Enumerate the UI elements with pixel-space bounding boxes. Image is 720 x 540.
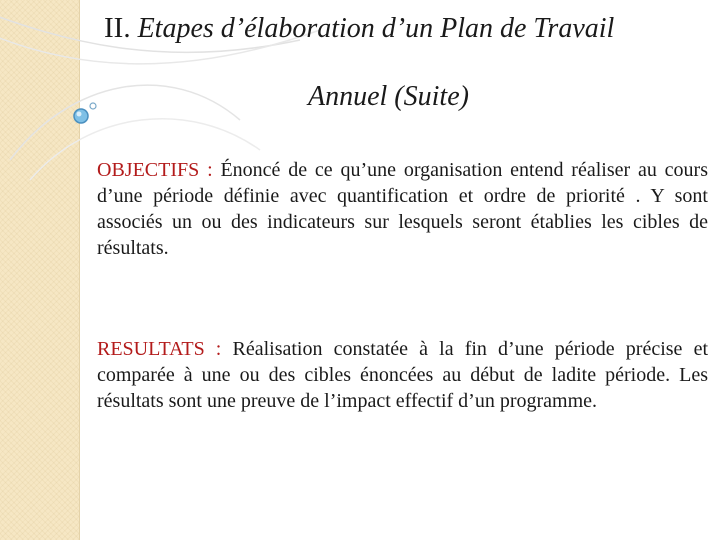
- decorative-side-band: [0, 0, 80, 540]
- definition-text: Énoncé de ce qu’une organisation entend réaliser au cours d’une période définie avec quantification et ordre de priorité . Y sont associés un ou des indicateurs sur lesquels seront établies les cibles de résultats.: [97, 159, 708, 259]
- definition-term: RESULTATS :: [97, 338, 222, 360]
- definition-text: Réalisation constatée à la fin d’une période précise et comparée à une ou des cibles énoncées au début de ladite période. Les résultats sont une preuve de l’impact effectif d’un programme.: [97, 338, 708, 412]
- definition-objectifs: [97, 157, 708, 261]
- title-numeral: II.: [104, 12, 131, 44]
- slide-title-line2: Annuel (Suite): [308, 81, 469, 112]
- definition-resultats: [97, 336, 708, 414]
- slide-title-line1: [104, 8, 704, 49]
- title-text: Etapes d’élaboration d’un Plan de Travail: [130, 13, 615, 44]
- definition-term: OBJECTIFS :: [97, 159, 213, 181]
- bubble-small-icon: [90, 103, 96, 109]
